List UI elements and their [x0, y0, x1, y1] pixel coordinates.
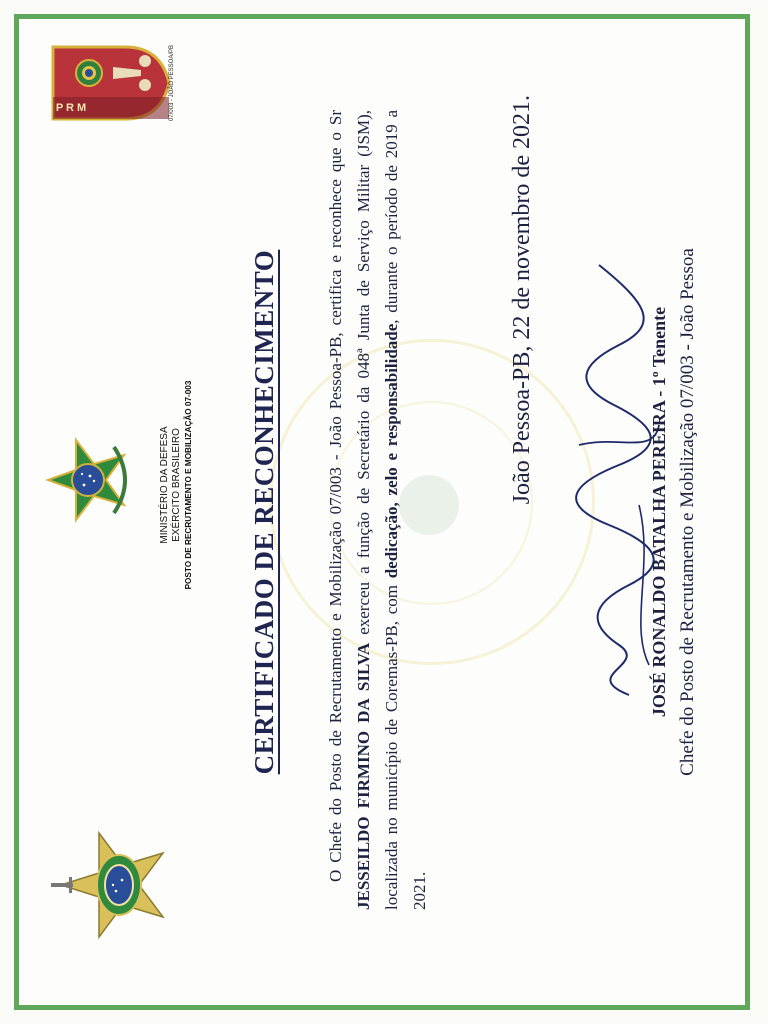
ministry-name: MINISTÉRIO DA DEFESA: [159, 426, 170, 544]
signer-name: JOSÉ RONALDO BATALHA PEREIRA - 1º Tenente: [649, 306, 669, 718]
ministry-header: [159, 325, 195, 645]
body-text-part1: O Chefe do Posto de Recrutamento e Mobilização 07/003 - João Pessoa-PB, certifica e reconhece que o Sr: [326, 110, 345, 882]
prm-letters: P R M: [55, 102, 87, 114]
issue-date: João Pessoa-PB, 22 de novembro de 2021.: [509, 95, 535, 505]
certificate: [19, 19, 745, 1005]
coat-of-arms-icon: [44, 435, 134, 525]
army-emblem-icon: [49, 830, 189, 940]
prm-shield-logo: [49, 41, 173, 125]
body-text-part3: , durante o período de 2019 a 2021.: [382, 110, 429, 910]
certificate-body: [322, 110, 434, 910]
signer-role: Chefe do Posto de Recrutamento e Mobilização 07/003 - João Pessoa: [677, 248, 698, 776]
army-name: EXÉRCITO BRASILEIRO: [171, 428, 182, 542]
org-name: POSTO DE RECRUTAMENTO E MOBILIZAÇÃO 07-003: [184, 380, 193, 590]
certificate-title: CERTIFICADO DE RECONHECIMENTO: [249, 249, 279, 775]
recipient-name: JESSEILDO FIRMINO DA SILVA: [354, 642, 373, 910]
prm-caption: 07/003 - JOÃO PESSOA/PB: [169, 44, 175, 122]
recognition-qualities: dedicação, zelo e responsabilidade: [382, 323, 401, 579]
body-text-part2: exerceu a função de Secretário da 048ª Junta de Serviço Militar (JSM), localizada no município de Coremas-PB, com: [354, 110, 401, 910]
